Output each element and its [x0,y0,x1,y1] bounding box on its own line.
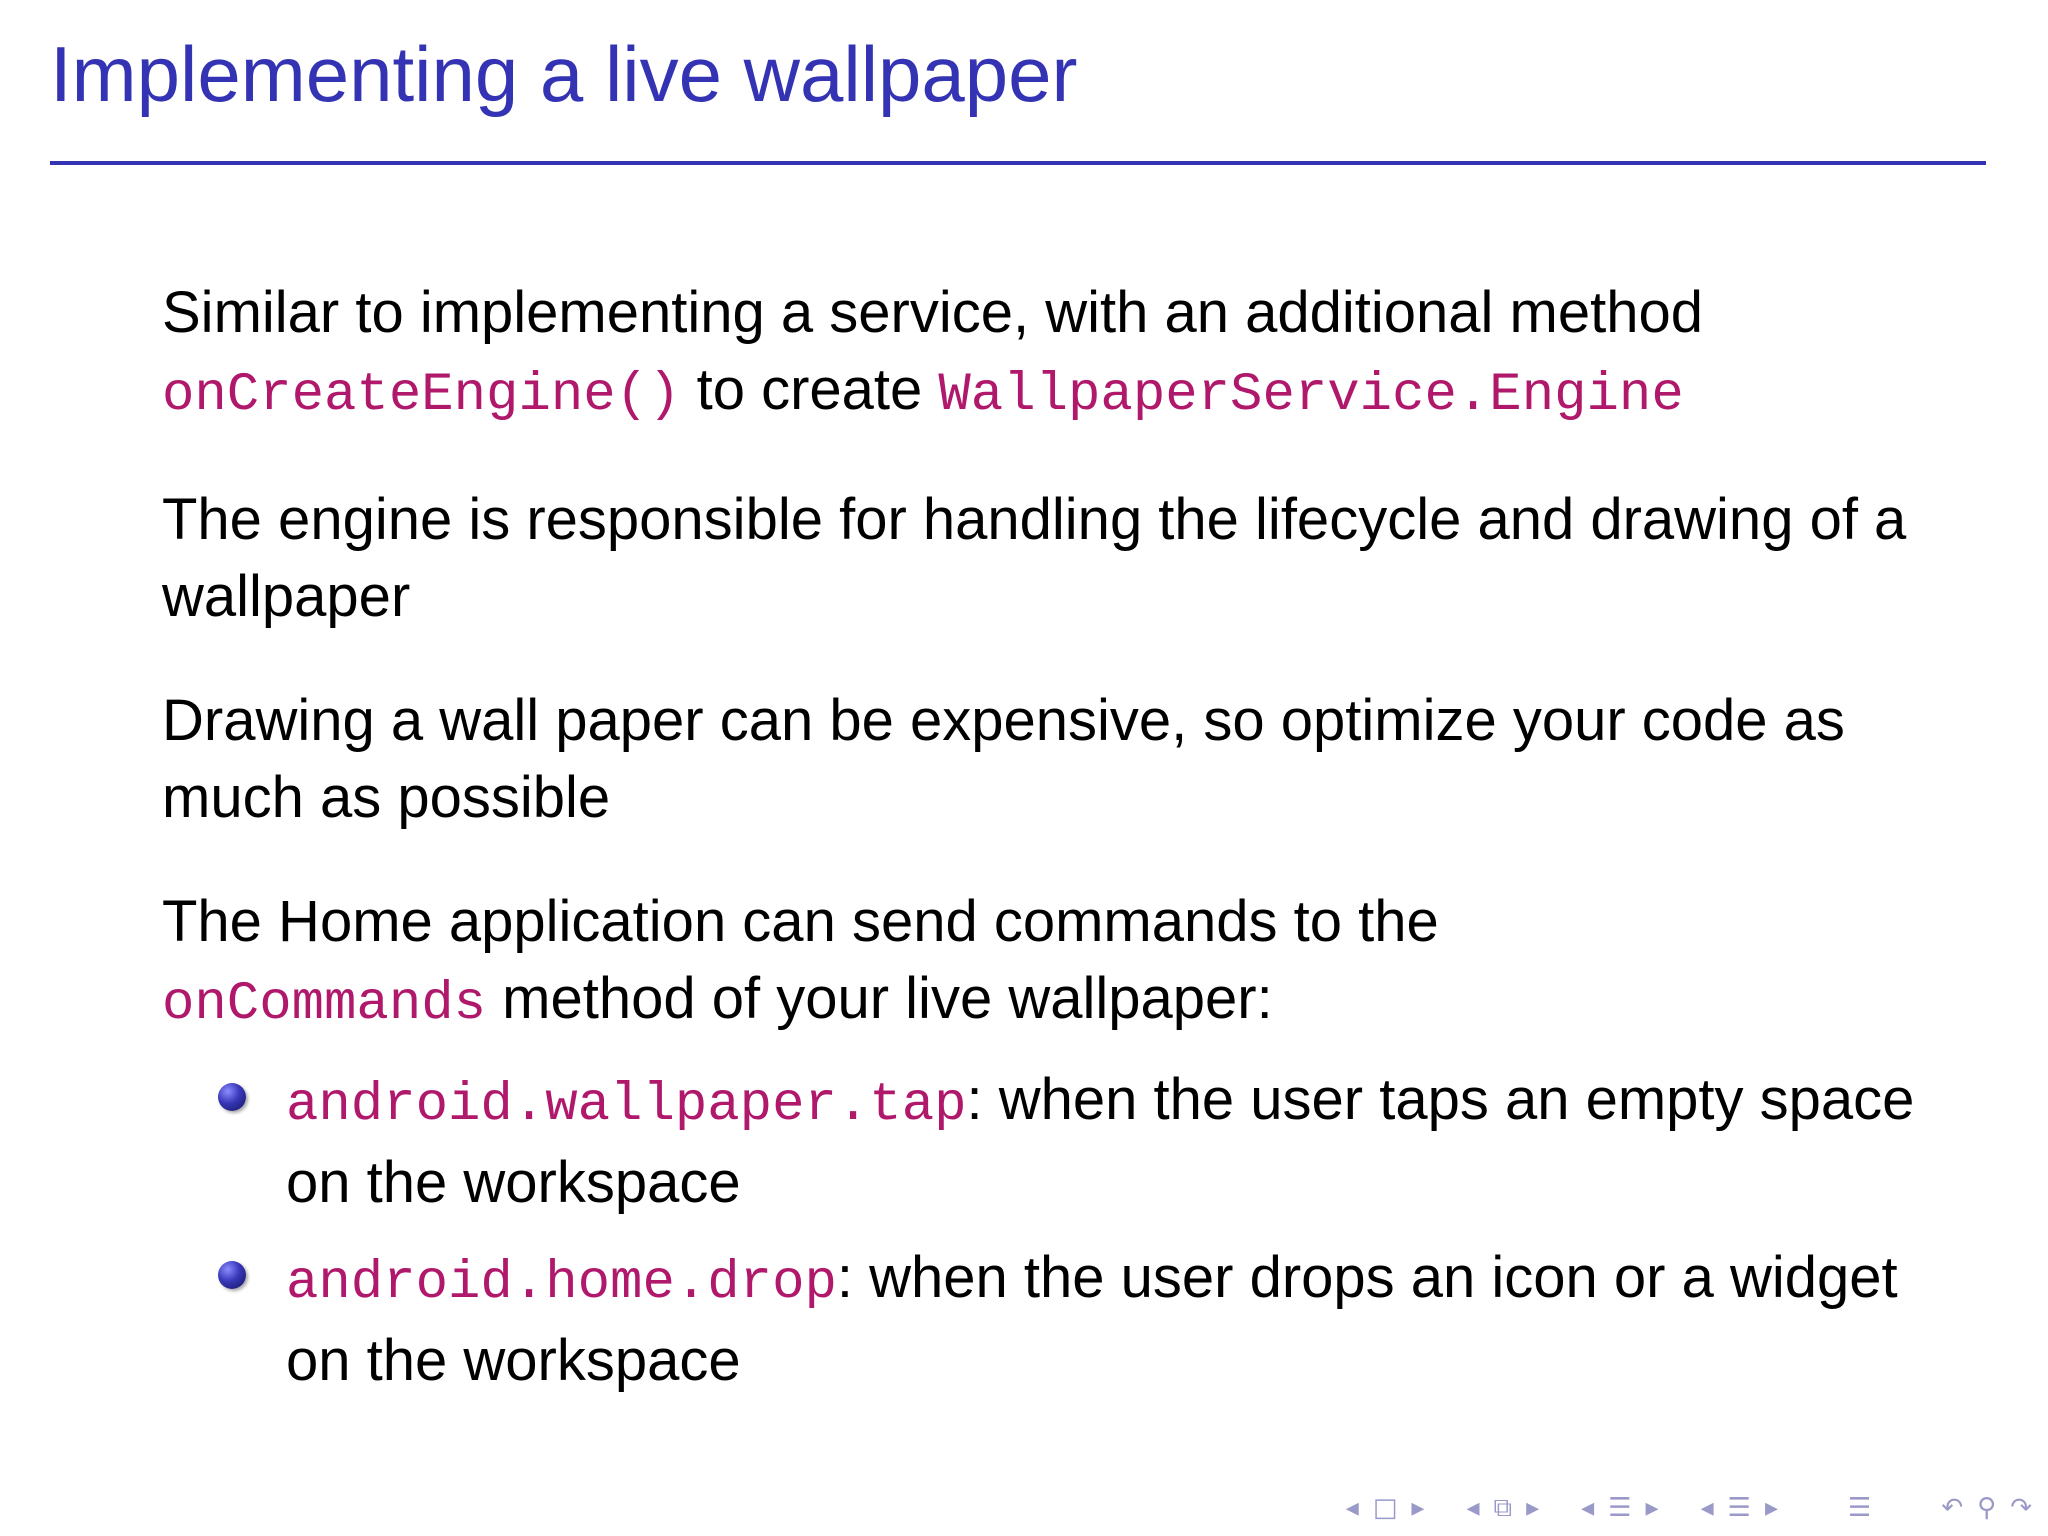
paragraph-1-text-2: to create [680,357,939,422]
subsec-icon[interactable]: ☰ [1727,1493,1751,1523]
prev-frame-arrow-icon[interactable]: ◂ [1345,1493,1359,1523]
list-item [286,1061,1922,1221]
paragraph-4-text-1: The Home application can send commands to the [162,889,1439,954]
subsection-icon[interactable]: ⧉ [1493,1493,1513,1523]
slide-content [162,274,1922,1417]
list-item-text: : when the user drops an icon or a widget on the workspace [286,1245,1898,1393]
prev-subsec-arrow-icon[interactable]: ◂ [1700,1493,1714,1523]
prev-section-arrow-icon[interactable]: ◂ [1581,1493,1595,1523]
paragraph-1-text-1: Similar to implementing a service, with an additional method [162,280,1703,345]
paragraph-1 [162,274,1922,434]
title-rule [50,161,1986,165]
code-home-drop: android.home.drop [286,1253,837,1314]
list-item [286,1239,1922,1399]
code-wallpaper-tap: android.wallpaper.tap [286,1075,967,1136]
paragraph-4-text-2: method of your live wallpaper: [486,966,1273,1031]
paragraph-3: Drawing a wall paper can be expensive, so optimize your code as much as possible [162,688,1845,830]
paragraph-2: The engine is responsible for handling the lifecycle and drawing of a wallpaper [162,487,1907,629]
code-wallpaper-service-engine: WallpaperService.Engine [938,365,1684,426]
code-on-commands: onCommands [162,974,487,1035]
list-item-text: : when the user taps an empty space on the workspace [286,1067,1915,1215]
frame-icon[interactable]: □ [1372,1493,1398,1523]
forward-icon[interactable]: ↷ [2010,1493,2032,1523]
code-on-create-engine: onCreateEngine() [162,365,681,426]
section-icon[interactable]: ☰ [1608,1493,1632,1523]
next-frame-arrow-icon[interactable]: ▸ [1411,1493,1425,1523]
next-section-arrow-icon[interactable]: ▸ [1645,1493,1659,1523]
command-list [162,1061,1922,1399]
bullet-icon [218,1261,246,1289]
prev-subsection-arrow-icon[interactable]: ◂ [1466,1493,1480,1523]
bullet-icon [218,1083,246,1111]
next-subsection-arrow-icon[interactable]: ▸ [1526,1493,1540,1523]
search-icon[interactable]: ⚲ [1977,1493,1997,1523]
beamer-navigation-bar [1346,1488,2032,1528]
back-icon[interactable]: ↶ [1941,1493,1964,1523]
next-subsec-arrow-icon[interactable]: ▸ [1764,1493,1779,1523]
paragraph-4 [162,883,1922,1043]
outline-icon[interactable]: ☰ [1848,1493,1872,1523]
slide-title: Implementing a live wallpaper [50,30,1078,118]
